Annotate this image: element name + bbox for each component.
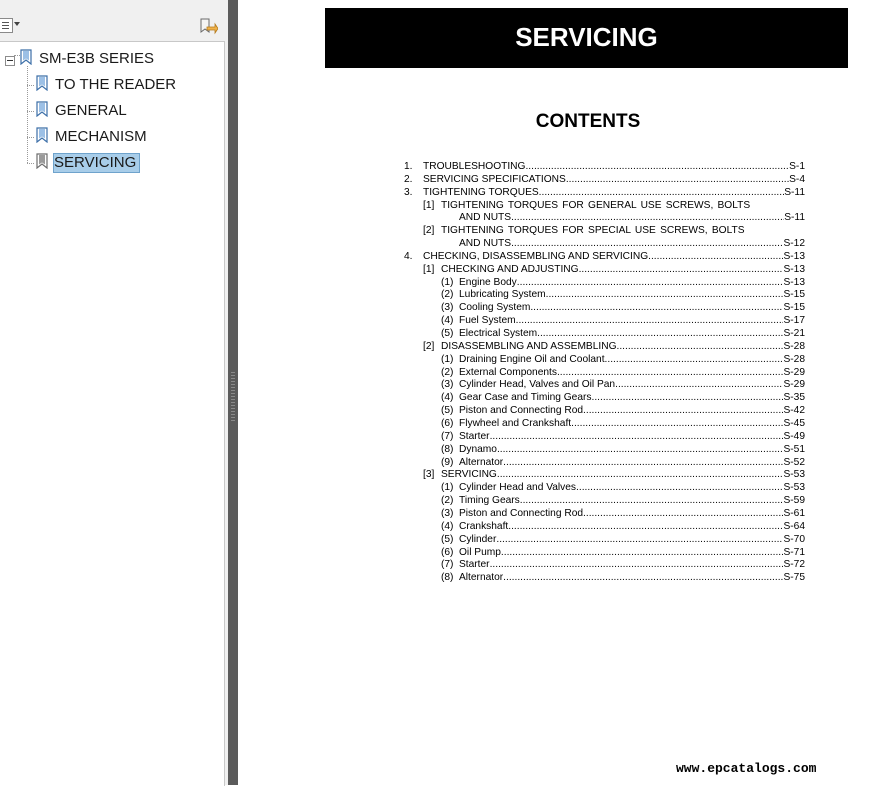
panel-options-icon bbox=[0, 18, 13, 33]
toc-entry-title: Oil Pump bbox=[459, 547, 501, 558]
bookmark-item-to-the-reader[interactable] bbox=[0, 73, 224, 95]
toc-dot-leader bbox=[592, 391, 784, 404]
toc-entry[interactable] bbox=[238, 224, 888, 237]
toc-entry-title: SERVICING bbox=[441, 469, 497, 480]
toc-dot-leader bbox=[497, 443, 784, 456]
toc-entry[interactable] bbox=[238, 443, 888, 456]
toc-entry-title: Crankshaft bbox=[459, 521, 509, 532]
bookmarks-toolbar bbox=[0, 0, 226, 40]
toc-entry-page: S-53 bbox=[783, 469, 805, 480]
toc-entry-number: (8) bbox=[441, 572, 454, 583]
bookmark-icon bbox=[36, 127, 49, 143]
toc-entry-page: S-17 bbox=[783, 315, 805, 326]
toc-entry[interactable] bbox=[238, 314, 888, 327]
toc-entry-title: Piston and Connecting Rod bbox=[459, 508, 584, 519]
toc-dot-leader bbox=[605, 353, 784, 366]
toc-entry-number: (6) bbox=[441, 547, 454, 558]
toc-entry-page: S-61 bbox=[783, 508, 805, 519]
toc-entry-title: Starter bbox=[459, 431, 490, 442]
toc-entry-title: External Components bbox=[459, 367, 557, 378]
toc-entry-title: TIGHTENING TORQUES FOR GENERAL USE SCREWS, BOLTS bbox=[441, 200, 751, 211]
toc-entry-title: Engine Body bbox=[459, 277, 517, 288]
toc-entry-title: TROUBLESHOOTING bbox=[423, 161, 526, 172]
bookmark-icon bbox=[36, 75, 49, 91]
toc-entry-page: S-72 bbox=[783, 559, 805, 570]
toc-entry-number: [1] bbox=[423, 264, 435, 275]
toc-entry-number: 1. bbox=[404, 161, 413, 172]
toc-dot-leader bbox=[497, 468, 784, 481]
toc-entry[interactable] bbox=[238, 301, 888, 314]
toc-entry-page: S-28 bbox=[783, 354, 805, 365]
toc-entry-page: S-49 bbox=[783, 431, 805, 442]
section-title: SERVICING bbox=[515, 22, 658, 52]
contents-heading: CONTENTS bbox=[535, 111, 641, 132]
toc-entry-number: (3) bbox=[441, 508, 454, 519]
toc-dot-leader bbox=[490, 430, 784, 443]
toc-dot-leader bbox=[511, 237, 783, 250]
toc-entry-page: S-53 bbox=[783, 482, 805, 493]
toc-entry-number: [2] bbox=[423, 341, 435, 352]
toc-dot-leader bbox=[539, 186, 785, 199]
bookmark-item-label: MECHANISM bbox=[55, 128, 147, 145]
bookmark-root[interactable] bbox=[0, 47, 224, 69]
toc-entry-number: (4) bbox=[441, 315, 454, 326]
toc-entry-page: S-29 bbox=[783, 379, 805, 390]
toc-entry[interactable] bbox=[238, 417, 888, 430]
toc-entry-number: (3) bbox=[441, 302, 454, 313]
toc-entry-number: (4) bbox=[441, 392, 454, 403]
toc-dot-leader bbox=[530, 301, 783, 314]
bookmark-icon bbox=[36, 153, 49, 169]
toc-dot-leader bbox=[615, 378, 783, 391]
toc-entry-title: Gear Case and Timing Gears bbox=[459, 392, 592, 403]
toc-entry-title: Cylinder Head, Valves and Oil Pan bbox=[459, 379, 616, 390]
panel-options-button[interactable] bbox=[0, 18, 22, 34]
toc-entry[interactable] bbox=[238, 288, 888, 301]
toc-dot-leader bbox=[566, 173, 789, 186]
toc-entry-number: (2) bbox=[441, 367, 454, 378]
toc-dot-leader bbox=[516, 314, 784, 327]
toc-entry-number: (1) bbox=[441, 482, 454, 493]
toc-entry-page: S-21 bbox=[783, 328, 805, 339]
toc-dot-leader bbox=[508, 520, 783, 533]
toc-entry-number: (5) bbox=[441, 328, 454, 339]
toc-entry-number: (8) bbox=[441, 444, 454, 455]
bookmark-item-general[interactable] bbox=[0, 99, 224, 121]
toc-entry[interactable] bbox=[238, 340, 888, 353]
toc-entry-title: Flywheel and Crankshaft bbox=[459, 418, 572, 429]
toc-entry-number: (1) bbox=[441, 354, 454, 365]
toc-dot-leader bbox=[571, 417, 783, 430]
toc-entry[interactable] bbox=[238, 468, 888, 481]
toc-dot-leader bbox=[496, 533, 783, 546]
delete-bookmark-button[interactable] bbox=[198, 18, 218, 36]
toc-entry-page: S-35 bbox=[783, 392, 805, 403]
toc-entry-number: [1] bbox=[423, 200, 435, 211]
toc-dot-leader bbox=[490, 558, 784, 571]
bookmark-item-label: GENERAL bbox=[55, 102, 127, 119]
toc-entry-title: SERVICING SPECIFICATIONS bbox=[423, 174, 566, 185]
toc-entry-page: S-1 bbox=[789, 161, 805, 172]
toc-entry-page: S-70 bbox=[783, 534, 805, 545]
toc-entry-number: [2] bbox=[423, 225, 435, 236]
bookmark-icon bbox=[20, 49, 33, 65]
toc-entry[interactable] bbox=[238, 533, 888, 546]
toc-entry[interactable] bbox=[238, 160, 888, 173]
toc-entry[interactable] bbox=[238, 173, 888, 186]
toc-entry-page: S-64 bbox=[783, 521, 805, 532]
toc-entry-title: TIGHTENING TORQUES bbox=[423, 187, 539, 198]
toc-entry-page: S-45 bbox=[783, 418, 805, 429]
toc-entry[interactable] bbox=[238, 494, 888, 507]
splitter-grip-icon bbox=[231, 372, 235, 422]
toc-entry-title: CHECKING, DISASSEMBLING AND SERVICING bbox=[423, 251, 649, 262]
toc-entry[interactable] bbox=[238, 430, 888, 443]
toc-entry-page: S-71 bbox=[783, 547, 805, 558]
bookmark-item-label: SERVICING bbox=[53, 153, 140, 173]
toc-entry-title: Cooling System bbox=[459, 302, 531, 313]
toc-entry-page: S-13 bbox=[783, 277, 805, 288]
toc-entry-title-continuation: AND NUTS bbox=[459, 212, 512, 223]
bookmark-root-label: SM-E3B SERIES bbox=[39, 50, 155, 67]
toc-dot-leader bbox=[583, 507, 783, 520]
bookmark-icon bbox=[36, 101, 49, 117]
toc-entry-title-continuation: AND NUTS bbox=[459, 238, 512, 249]
toc-entry[interactable] bbox=[238, 327, 888, 340]
chevron-down-icon bbox=[14, 22, 20, 26]
toc-entry-number: (7) bbox=[441, 431, 454, 442]
toc-entry[interactable] bbox=[238, 353, 888, 366]
toc-entry-title: DISASSEMBLING AND ASSEMBLING bbox=[441, 341, 617, 352]
toc-entry-title: Cylinder bbox=[459, 534, 497, 545]
toc-entry-number: (7) bbox=[441, 559, 454, 570]
toc-entry-number: (5) bbox=[441, 534, 454, 545]
toc-entry-page: S-28 bbox=[783, 341, 805, 352]
toc-entry-number: (6) bbox=[441, 418, 454, 429]
toc-entry-number: 2. bbox=[404, 174, 413, 185]
bookmark-item-label: TO THE READER bbox=[55, 76, 177, 93]
toc-dot-leader bbox=[537, 327, 783, 340]
toc-entry-number: 4. bbox=[404, 251, 413, 262]
toc-entry-page: S-42 bbox=[783, 405, 805, 416]
toc-entry-title: Alternator bbox=[459, 572, 504, 583]
toc-entry[interactable] bbox=[238, 391, 888, 404]
toc-dot-leader bbox=[546, 288, 784, 301]
toc-dot-leader bbox=[576, 481, 783, 494]
toc-entry[interactable] bbox=[238, 507, 888, 520]
toc-entry-page: S-11 bbox=[784, 212, 805, 223]
toc-entry-number: (2) bbox=[441, 289, 454, 300]
toc-entry-page: S-51 bbox=[783, 444, 805, 455]
toc-dot-leader bbox=[617, 340, 784, 353]
toc-entry-continuation[interactable] bbox=[238, 211, 888, 224]
toc-entry-number: (5) bbox=[441, 405, 454, 416]
toc-entry-title: Lubricating System bbox=[459, 289, 546, 300]
toc-dot-leader bbox=[503, 571, 783, 584]
toc-entry-number: (2) bbox=[441, 495, 454, 506]
toc-entry-title: Dynamo bbox=[459, 444, 497, 455]
toc-dot-leader bbox=[648, 250, 783, 263]
bookmark-item-servicing[interactable] bbox=[0, 151, 224, 173]
toc-entry-title: Timing Gears bbox=[459, 495, 520, 506]
toc-entry[interactable] bbox=[238, 481, 888, 494]
toc-dot-leader bbox=[520, 494, 784, 507]
toc-entry-page: S-13 bbox=[783, 251, 805, 262]
toc-entry-page: S-15 bbox=[783, 302, 805, 313]
toc-entry-page: S-11 bbox=[784, 187, 805, 198]
toc-entry-page: S-59 bbox=[783, 495, 805, 506]
toc-dot-leader bbox=[579, 263, 784, 276]
toc-entry[interactable] bbox=[238, 250, 888, 263]
bookmark-item-mechanism[interactable] bbox=[0, 125, 224, 147]
toc-entry-page: S-29 bbox=[783, 367, 805, 378]
toc-entry-continuation[interactable] bbox=[238, 237, 888, 250]
toc-entry[interactable] bbox=[238, 263, 888, 276]
toc-entry-page: S-15 bbox=[783, 289, 805, 300]
toc-entry-page: S-4 bbox=[789, 174, 805, 185]
section-title-banner bbox=[325, 8, 848, 68]
toc-entry-title: TIGHTENING TORQUES FOR SPECIAL USE SCREWS, BOLTS bbox=[441, 225, 745, 236]
toc-entry[interactable] bbox=[238, 378, 888, 391]
toc-entry-page: S-13 bbox=[783, 264, 805, 275]
bookmarks-panel bbox=[0, 0, 228, 785]
toc-entry[interactable] bbox=[238, 520, 888, 533]
panel-splitter[interactable] bbox=[228, 0, 238, 785]
bookmark-tree bbox=[0, 41, 225, 786]
toc-entry-title: Electrical System bbox=[459, 328, 538, 339]
toc-dot-leader bbox=[511, 211, 784, 224]
toc-entry[interactable] bbox=[238, 404, 888, 417]
footer-watermark-url: www.epcatalogs.com bbox=[676, 761, 817, 776]
toc-dot-leader bbox=[583, 404, 783, 417]
toc-entry-title: Cylinder Head and Valves bbox=[459, 482, 577, 493]
toc-entry-title: Draining Engine Oil and Coolant bbox=[459, 354, 605, 365]
toc-entry-page: S-52 bbox=[783, 457, 805, 468]
toc-entry-number: (3) bbox=[441, 379, 454, 390]
toc-entry-page: S-12 bbox=[783, 238, 805, 249]
toc-entry-number: [3] bbox=[423, 469, 435, 480]
toc-entry[interactable] bbox=[238, 558, 888, 571]
toc-entry-page: S-75 bbox=[783, 572, 805, 583]
toc-entry-number: (1) bbox=[441, 277, 454, 288]
toc-entry-number: (4) bbox=[441, 521, 454, 532]
document-page bbox=[238, 0, 888, 785]
toc-entry[interactable] bbox=[238, 571, 888, 584]
toc-dot-leader bbox=[525, 160, 789, 173]
toc-entry-title: Alternator bbox=[459, 457, 504, 468]
toc-entry-title: Piston and Connecting Rod bbox=[459, 405, 584, 416]
toc-entry-title: Starter bbox=[459, 559, 490, 570]
delete-bookmark-icon bbox=[198, 18, 218, 36]
toc-entry-number: (9) bbox=[441, 457, 454, 468]
toc-entry-title: CHECKING AND ADJUSTING bbox=[441, 264, 579, 275]
collapse-toggle-icon[interactable] bbox=[5, 56, 15, 66]
toc-entry-title: Fuel System bbox=[459, 315, 516, 326]
toc-entry-number: 3. bbox=[404, 187, 413, 198]
toc-entry[interactable] bbox=[238, 186, 888, 199]
